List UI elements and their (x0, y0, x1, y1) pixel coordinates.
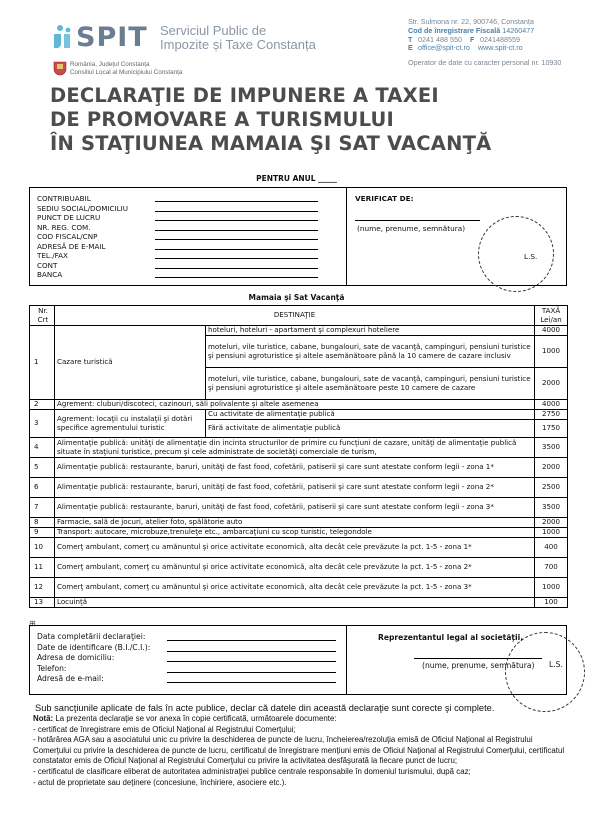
crest-line-1: România, Județul Constanța (70, 61, 150, 68)
row-number: 5 (30, 458, 55, 478)
nota-line (33, 714, 567, 725)
verified-subtitle: (nume, prenume, semnătura) (357, 224, 466, 233)
row-tax: 4000 (535, 326, 568, 336)
row-category: Cazare turistică (55, 326, 206, 400)
cif-value: 14260477 (502, 25, 535, 35)
row-destination: hoteluri, hoteluri - apartament şi complexuri hoteliere (206, 326, 535, 336)
field-label: CONT (37, 260, 58, 270)
declarant-box (29, 625, 567, 695)
cif-label: Cod de înregistrare Fiscală (408, 25, 501, 35)
field-label: SEDIU SOCIAL/DOMICILIU (37, 203, 129, 213)
fax-value: 0241488559 (479, 34, 520, 44)
row-destination: Comerţ ambulant, comerţ cu amănuntul şi orice activitate economică, alta decât cele prevăzute la pct. 1-5 - zona 1* (55, 538, 535, 558)
row-tax: 100 (535, 598, 568, 608)
verified-signature-line[interactable] (355, 220, 480, 221)
header-nr: Nr. Crt (30, 306, 55, 326)
field-label: Telefon: (37, 663, 67, 673)
stamp-circle (478, 216, 554, 292)
row-number: 13 (30, 598, 55, 608)
field-label: Adresă de e-mail: (37, 674, 104, 683)
row-number: 4 (30, 438, 55, 458)
table-header (30, 306, 568, 326)
field-label: Date de identificare (B.I./C.I.): (37, 642, 151, 652)
table-row (30, 410, 568, 420)
field-label: Adresa de domiciliu: (37, 653, 115, 662)
note-item: - certificat de înregistrare emis de Oficiul Naţional al Registrului Comerţului; (33, 724, 296, 734)
table-row (30, 478, 568, 498)
row-tax: 2750 (535, 410, 568, 420)
field-data-completarii[interactable] (37, 632, 346, 643)
row-category: Agrement: locaţii cu instalaţii şi dotări specifice agrementului turistic (55, 410, 206, 438)
field-label: CONTRIBUABIL (37, 194, 91, 203)
representative-title: Reprezentantul legal al societăţii, (378, 633, 524, 642)
representative-subtitle: (nume, prenume, semnătura) (422, 661, 535, 670)
crest-line-2: Consiliul Local al Municipiului Constanța (70, 68, 183, 76)
row-tax: 2000 (535, 368, 568, 400)
table-row (30, 518, 568, 528)
field-line (155, 201, 318, 202)
row-destination: Alimentaţie publică: restaurante, baruri, unităţi de fast food, cofetării, patiserii şi care sunt atestate conform legii - zona 3* (55, 498, 535, 518)
ls-label: L.S. (549, 660, 563, 669)
note-item: - certificatul de clasificare eliberat de autoritatea administraţiei publice centrale responsabile în domeniul turismului, după caz; (33, 766, 471, 776)
taxpayer-info-box (29, 187, 567, 286)
row-number: 10 (30, 538, 55, 558)
row-tax: 700 (535, 558, 568, 578)
row-destination: Locuinţă (55, 598, 535, 608)
row-number: 2 (30, 400, 55, 410)
nota-text: La prezenta declaraţie se vor anexa în copie certificată, următoarele documente: (53, 714, 337, 723)
field-line (167, 672, 336, 673)
row-tax: 1750 (535, 420, 568, 438)
email-label: E (408, 43, 413, 53)
field-line (155, 230, 318, 231)
field-sediu[interactable] (37, 204, 346, 214)
field-adresa-email[interactable] (37, 674, 346, 685)
row-destination: Comerţ ambulant, comerţ cu amănuntul şi orice activitate economică, alta decât cele prevăzute la pct. 1-5 - zona 3* (55, 578, 535, 598)
row-tax: 2500 (535, 478, 568, 498)
table-row (30, 578, 568, 598)
table-row (30, 598, 568, 608)
nota-label: Notă: (33, 714, 54, 723)
row-number: 9 (30, 528, 55, 538)
field-tel-fax[interactable] (37, 251, 346, 261)
row-tax: 400 (535, 538, 568, 558)
row-destination: Agrement: cluburi/discoteci, cazinouri, săli polivalente şi altele asemenea (55, 400, 535, 410)
field-label: COD FISCAL/CNP (37, 232, 98, 241)
field-label: TEL./FAX (37, 251, 68, 260)
spit-logo-icon (51, 24, 73, 54)
field-line (155, 220, 318, 221)
logo-subtitle (160, 24, 316, 52)
field-cod-fiscal[interactable] (37, 232, 346, 242)
row-destination: moteluri, vile turistice, cabane, bungalouri, sate de vacanţă, campinguri, pensiuni turistice şi pensiuni agroturistice şi altele asemănătoare până la 10 camere de cazare inclusiv (206, 336, 535, 368)
field-cont[interactable] (37, 261, 346, 271)
table-row (30, 458, 568, 478)
row-tax: 2000 (535, 458, 568, 478)
field-banca[interactable] (37, 270, 346, 280)
field-punct-lucru[interactable] (37, 213, 346, 223)
row-number: 7 (30, 498, 55, 518)
row-number: 11 (30, 558, 55, 578)
row-destination: Fără activitate de alimentaţie publică (206, 420, 535, 438)
table-row (30, 538, 568, 558)
page-title (50, 84, 491, 156)
row-number: 3 (30, 410, 55, 438)
row-destination: Cu activitate de alimentaţie publică (206, 410, 535, 420)
field-line (155, 258, 318, 259)
row-destination: Alimentaţie publică: unităţi de alimentaţie din incinta structurilor de primire cu funcţiuni de cazare, unităţi de alimentaţie publică situate în staţiuni turistice, precum şi cele administrate de societăţi comerciale de turism, (55, 438, 535, 458)
row-destination: moteluri, vile turistice, cabane, bungalouri, sate de vacanţă, campinguri, pensiuni turistice şi pensiuni agroturistice şi altele asemănătoare peste 10 camere de cazare (206, 368, 535, 400)
email-row (408, 44, 593, 53)
tel-value: 0241 488 550 (418, 34, 462, 44)
logo-subtitle-line-2: Impozite și Taxe Constanța (160, 37, 316, 52)
field-line (167, 651, 336, 652)
crest-text (70, 61, 182, 76)
taxpayer-fields (30, 188, 347, 285)
declarant-fields (30, 626, 347, 694)
year-label: PENTRU ANUL _____ (256, 174, 337, 183)
field-label: BANCA (37, 270, 63, 279)
table-row (30, 326, 568, 336)
field-contribuabil[interactable] (37, 194, 346, 204)
web-link[interactable]: www.spit-ct.ro (477, 43, 523, 53)
note-item: - hotărârea AGA sau a asociatului unic cu privire la deschiderea de puncte de lucru, încheierea/rezoluţia emisă de Oficiul Naţional al Registrului Comerţului cu privire la deschiderea de puncte de lucru, certificatul de înregistrare menţiuni emis de Oficiul Naţional al Registrului Comerţului, certificatul constatator emis de Oficiul Naţional al Registrului Comerţului cu privire la activitatea desfăşurată la fiecare punct de lucru; (33, 735, 565, 766)
stamp-circle (505, 632, 585, 712)
row-tax: 1000 (535, 336, 568, 368)
header (0, 10, 593, 82)
tel-label: T (408, 34, 413, 44)
row-number: 6 (30, 478, 55, 498)
row-destination: Comerţ ambulant, comerţ cu amănuntul şi orice activitate economică, alta decât cele prevăzute la pct. 1-5 - zona 2* (55, 558, 535, 578)
fax-label: F (469, 34, 475, 44)
row-number: 12 (30, 578, 55, 598)
table-row (30, 438, 568, 458)
row-destination: Transport: autocare, microbuze,trenuleţe etc., ambarcaţiuni cu scop turistic, telegondole (55, 528, 535, 538)
header-taxa: TAXĂ Lei/an (535, 306, 568, 326)
declaration-statement: Sub sancţiunile aplicate de fals în acte publice, declar că datele din această declaraţie sunt corecte şi complete. (35, 703, 495, 713)
row-tax: 3500 (535, 438, 568, 458)
note-item: - actul de proprietate sau deţinere (concesiune, închiriere, asociere etc.). (33, 777, 287, 787)
ls-label: L.S. (524, 252, 538, 261)
logo-text: SPIT (76, 22, 148, 53)
email-link[interactable]: office@spit-ct.ro (418, 43, 470, 53)
row-destination: Farmacie, sală de jocuri, atelier foto, spălătorie auto (55, 518, 535, 528)
row-tax: 1000 (535, 528, 568, 538)
row-number: 1 (30, 326, 55, 400)
field-label: ADRESĂ DE E-MAIL (37, 241, 106, 251)
table-row (30, 400, 568, 410)
table-row (30, 528, 568, 538)
verified-title: VERIFICAT DE: (355, 194, 414, 203)
field-line (155, 211, 318, 212)
header-destinatie: DESTINAŢIE (55, 306, 535, 326)
title-line-3: ÎN STAŢIUNEA MAMAIA ŞI SAT VACANŢĂ (50, 132, 492, 155)
crest-icon (53, 60, 67, 76)
table-title: Mamaia şi Sat Vacanţă (248, 293, 345, 302)
row-destination: Alimentaţie publică: restaurante, baruri, unităţi de fast food, cofetării, patiserii şi care sunt atestate conform legii - zona 1* (55, 458, 535, 478)
notes-section (33, 702, 567, 788)
tax-table (29, 305, 568, 608)
field-adresa-domiciliu[interactable] (37, 653, 346, 664)
logo-subtitle-line-1: Serviciul Public de (160, 23, 267, 38)
field-line (155, 277, 318, 278)
field-nr-reg-com[interactable] (37, 223, 346, 233)
field-line (167, 682, 336, 683)
field-line (155, 239, 318, 240)
row-tax: 3500 (535, 498, 568, 518)
table-row (30, 558, 568, 578)
field-telefon[interactable] (37, 664, 346, 675)
title-line-1: DECLARAŢIE DE IMPUNERE A TAXEI (50, 84, 439, 107)
field-label: Data completării declaraţiei: (37, 632, 146, 641)
field-line (167, 640, 336, 641)
row-tax: 4000 (535, 400, 568, 410)
field-line (155, 268, 318, 269)
row-tax: 1000 (535, 578, 568, 598)
field-label: NR. REG. COM. (37, 222, 91, 232)
field-email[interactable] (37, 242, 346, 252)
field-label: PUNCT DE LUCRU (37, 213, 101, 222)
field-line (167, 661, 336, 662)
table-row (30, 498, 568, 518)
row-number: 8 (30, 518, 55, 528)
address: Str. Sulmona nr. 22, 900746, Constanța (408, 17, 534, 26)
table-anchor-icon: ⊞ (29, 619, 36, 628)
contact-block (408, 18, 593, 68)
field-line (155, 249, 318, 250)
row-destination: Alimentaţie publică: restaurante, baruri, unităţi de fast food, cofetării, patiserii şi care sunt atestate conform legii - zona 2* (55, 478, 535, 498)
operator-note: Operator de date cu caracter personal nr. 10930 (408, 58, 562, 68)
row-tax: 2000 (535, 518, 568, 528)
title-line-2: DE PROMOVARE A TURISMULUI (50, 108, 395, 131)
field-date-identificare[interactable] (37, 643, 346, 654)
